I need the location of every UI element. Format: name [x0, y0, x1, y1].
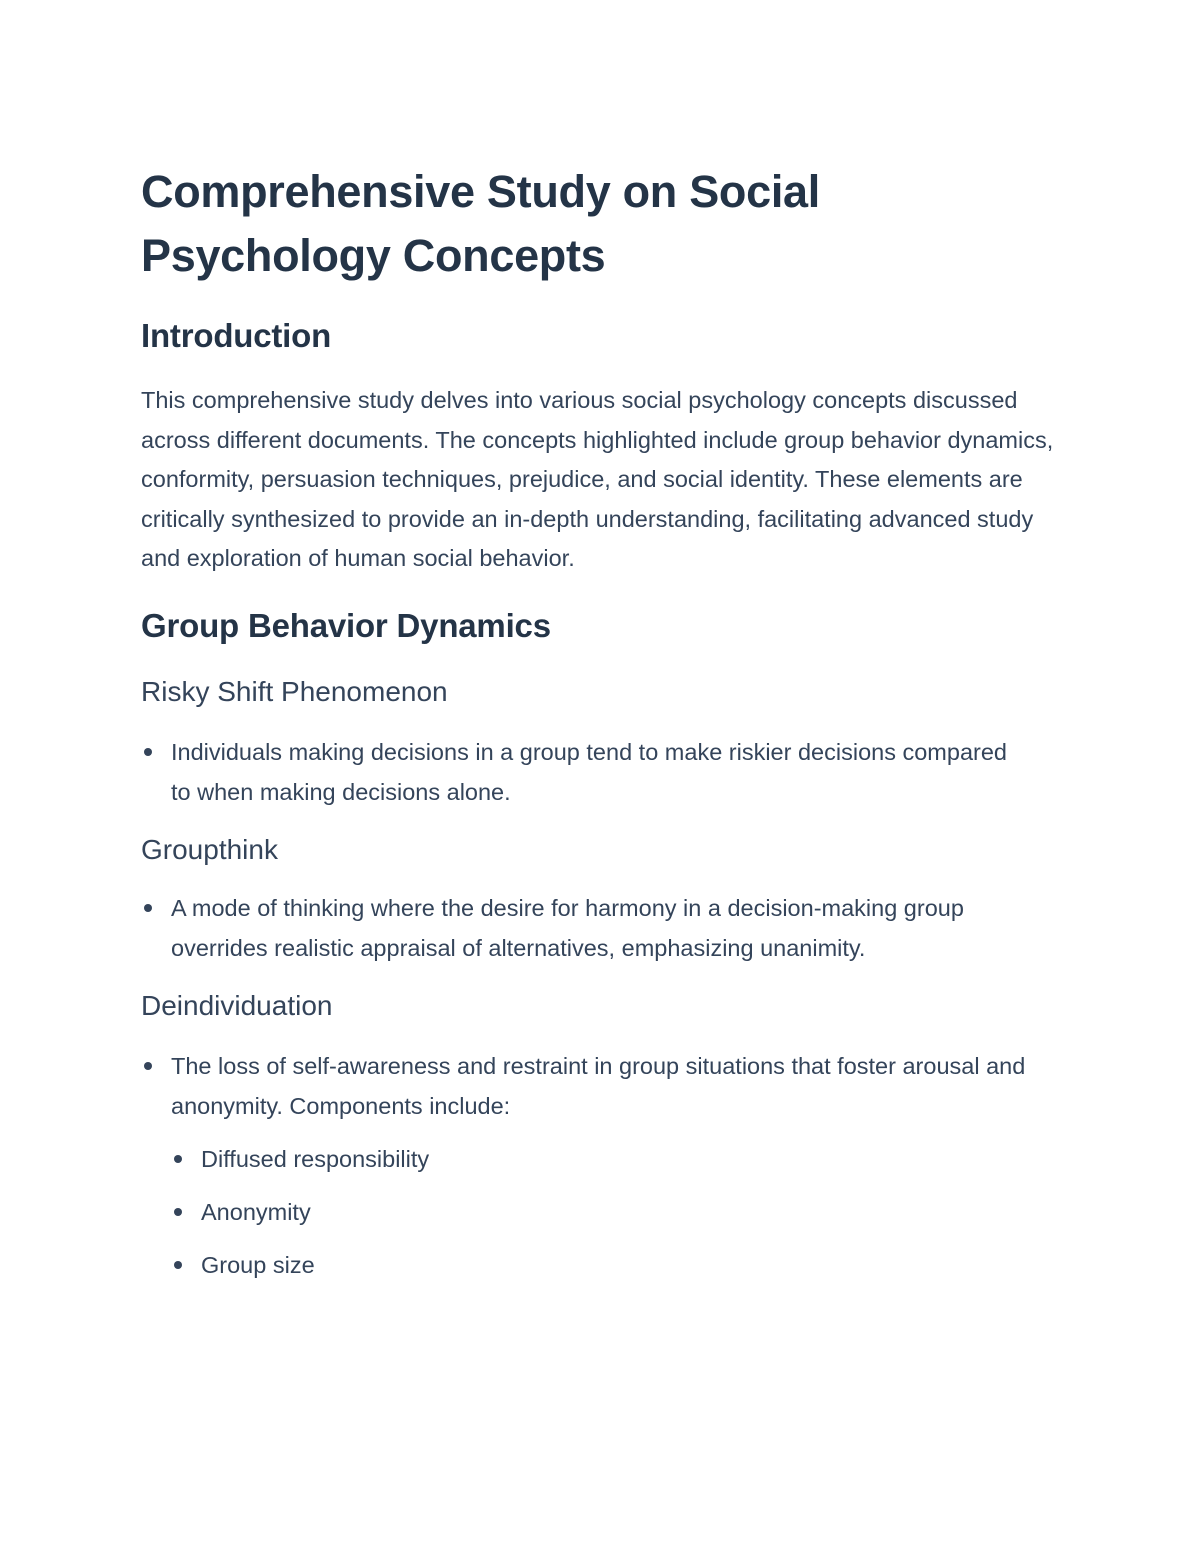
- risky-shift-list: [141, 732, 1061, 812]
- deindividuation-components: [171, 1139, 1041, 1285]
- deindividuation-heading: Deindividuation: [141, 989, 333, 1021]
- groupthink-list: [141, 888, 1061, 968]
- risky-shift-heading: Risky Shift Phenomenon: [141, 675, 448, 707]
- group-behavior-heading: Group Behavior Dynamics: [141, 606, 551, 644]
- introduction-heading: Introduction: [141, 317, 332, 354]
- list-item-component: Group size: [171, 1245, 1041, 1285]
- list-item: [141, 1046, 1041, 1285]
- introduction-paragraph: This comprehensive study delves into various social psychology concepts discussed across different documents. The concepts highlighted include group behavior dynamics, conformity, persuasion techniques, prejudice, and social identity. These elements are critically synthesized to provide an in-depth understanding, facilitating advanced study and exploration of human social behavior.: [141, 387, 1054, 572]
- deindividuation-list: [141, 1046, 1061, 1285]
- groupthink-heading: Groupthink: [141, 833, 278, 865]
- deindividuation-text: The loss of self-awareness and restraint in group situations that foster arousal and anonymity. Components include:: [171, 1052, 1026, 1119]
- document-page: [141, 160, 1061, 1285]
- document-title: Comprehensive Study on Social Psychology Concepts: [141, 166, 820, 281]
- list-item-component: Anonymity: [171, 1192, 1041, 1232]
- list-item: Individuals making decisions in a group tend to make riskier decisions compared to when making decisions alone.: [141, 732, 1031, 812]
- list-item: A mode of thinking where the desire for harmony in a decision-making group overrides realistic appraisal of alternatives, emphasizing unanimity.: [141, 888, 1041, 968]
- list-item-component: Diffused responsibility: [171, 1139, 1041, 1179]
